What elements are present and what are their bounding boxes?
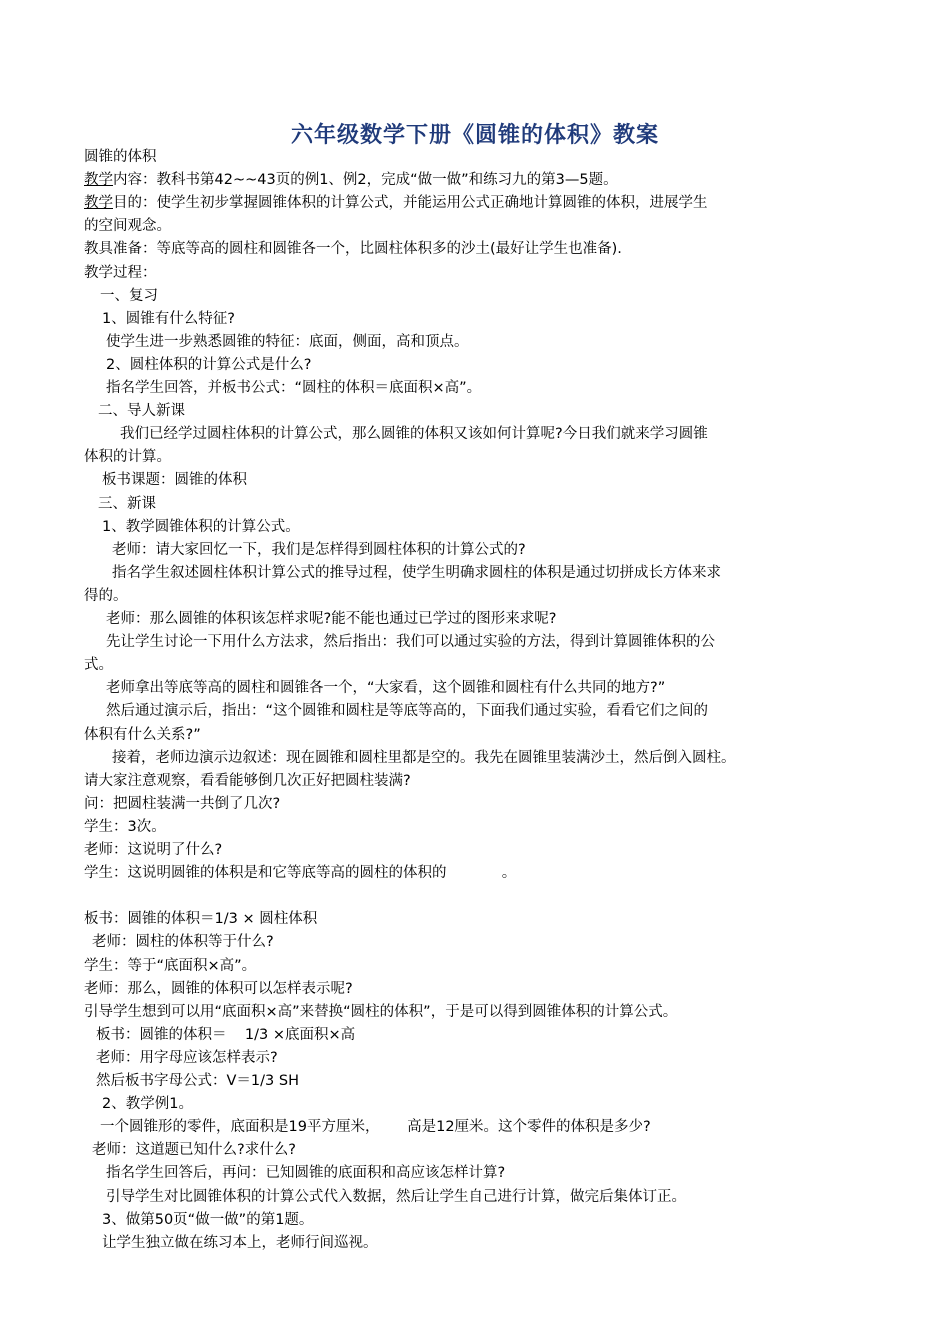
text-line: [84, 910, 317, 928]
text-line: [106, 1164, 505, 1182]
text-line: [84, 171, 618, 189]
line-text: 得的。: [84, 587, 128, 604]
text-line: [106, 356, 311, 374]
line-text: 老师：这说明了什么?: [84, 842, 223, 858]
text-line: [106, 333, 469, 351]
line-text: 1、教学圆锥体积的计算公式。: [102, 518, 300, 535]
line-text: 老师：这道题已知什么?求什么?: [92, 1142, 296, 1159]
line-text: 体积的计算。: [84, 449, 171, 466]
text-line: [120, 425, 708, 443]
line-text: 一、复习: [100, 287, 158, 304]
text-line: [84, 957, 256, 975]
text-line: [102, 310, 235, 328]
line-text: 引导学生想到可以用“底面积×高”来替换“圆柱的体积”，于是可以得到圆锥体积的计算公式。: [84, 1003, 678, 1020]
line-text: 老师：那么圆锥的体积该怎样求呢?能不能也通过已学过的图形来求呢?: [106, 611, 557, 627]
text-line: [106, 379, 481, 397]
line-text: 板书：圆锥的体积＝1/3 × 圆柱体积: [84, 911, 318, 928]
line-text: 内容：教科书第42~~43页的例1、例2，完成“做一做”和练习九的第3—5题。: [113, 172, 618, 189]
line-text: 接着，老师边演示边叙述：现在圆锥和圆柱里都是空的。我先在圆锥里装满沙土，然后倒入圆柱。: [112, 749, 736, 766]
line-text: 老师拿出等底等高的圆柱和圆锥各一个，“大家看，这个圆锥和圆柱有什么共同的地方?”: [106, 680, 666, 697]
line-text: 板书：圆锥的体积＝ 1/3 ×底面积×高: [96, 1026, 356, 1043]
line-text: 的空间观念。: [84, 218, 171, 235]
line-text: 学生：这说明圆锥的体积是和它等底等高的圆柱的体积的 。: [84, 865, 517, 882]
text-line: [96, 1049, 278, 1067]
line-text: 体积有什么关系?”: [84, 726, 201, 743]
text-line: [84, 795, 280, 813]
text-line: [84, 1003, 677, 1021]
line-text: 一个圆锥形的零件，底面积是19平方厘米， 高是12厘米。这个零件的体积是多少?: [100, 1119, 651, 1136]
line-text: 老师：用字母应该怎样表示?: [96, 1049, 278, 1066]
underlined-word: 教学: [84, 172, 113, 189]
text-line: [96, 1072, 299, 1090]
underlined-word: 教学: [84, 195, 113, 212]
text-line: [112, 749, 736, 767]
line-text: 学生：等于“底面积×高”。: [84, 957, 257, 974]
text-line: [92, 1141, 296, 1159]
text-line: [100, 1118, 651, 1136]
text-line: [106, 679, 665, 697]
text-line: [102, 471, 247, 489]
text-line: [98, 495, 156, 513]
line-text: 式。: [84, 657, 113, 674]
line-text: 然后通过演示后，指出：“这个圆锥和圆柱是等底等高的，下面我们通过实验，看看它们之间的: [106, 703, 709, 720]
text-line: [100, 287, 158, 305]
text-line: [84, 772, 411, 790]
line-text: 老师：圆柱的体积等于什么?: [92, 934, 274, 951]
text-line: [112, 541, 526, 559]
line-text: 目的：使学生初步掌握圆锥体积的计算公式，并能运用公式正确地计算圆锥的体积，进展学生: [113, 195, 708, 212]
text-line: [98, 402, 185, 420]
text-line: [106, 633, 715, 651]
line-text: 2、教学例1。: [102, 1096, 193, 1113]
line-text: 指名学生回答后，再问：已知圆锥的底面积和高应该怎样计算?: [106, 1165, 506, 1182]
line-text: 2、圆柱体积的计算公式是什么?: [106, 356, 312, 373]
text-line: [84, 980, 353, 998]
text-line: [102, 1234, 378, 1252]
line-text: 使学生进一步熟悉圆锥的特征：底面，侧面，高和顶点。: [106, 333, 469, 350]
line-text: 老师：请大家回忆一下，我们是怎样得到圆柱体积的计算公式的?: [112, 541, 526, 558]
line-text: 二、导人新课: [98, 403, 185, 420]
line-text: 先让学生讨论一下用什么方法求，然后指出：我们可以通过实验的方法，得到计算圆锥体积的公: [106, 634, 715, 651]
line-text: 我们已经学过圆柱体积的计算公式，那么圆锥的体积又该如何计算呢?今日我们就来学习圆锥: [120, 426, 708, 443]
text-line: [96, 1026, 355, 1044]
document-title: 六年级数学下册《圆锥的体积》教案: [290, 123, 659, 148]
text-line: [106, 1188, 686, 1206]
text-line: [84, 217, 171, 235]
line-text: 引导学生对比圆锥体积的计算公式代入数据，然后让学生自己进行计算，做完后集体订正。: [106, 1188, 686, 1205]
text-line: [84, 148, 157, 166]
text-line: [84, 818, 166, 836]
text-line: [106, 702, 708, 720]
text-line: [106, 610, 556, 628]
text-line: [84, 264, 157, 282]
text-line: [84, 864, 516, 882]
line-text: 指名学生叙述圆柱体积计算公式的推导过程，使学生明确求圆柱的体积是通过切拼成长方体来求: [112, 564, 721, 581]
text-line: [84, 587, 128, 605]
text-line: [112, 564, 721, 582]
line-text: 问：把圆柱装满一共倒了几次?: [84, 795, 281, 812]
text-line: [84, 240, 622, 258]
text-line: [84, 841, 222, 859]
line-text: 让学生独立做在练习本上，老师行间巡视。: [102, 1234, 378, 1251]
line-text: 三、新课: [98, 495, 156, 512]
line-text: 学生：3次。: [84, 818, 166, 835]
text-line: [84, 194, 708, 212]
line-text: 老师：那么，圆锥的体积可以怎样表示呢?: [84, 980, 353, 997]
line-text: 请大家注意观察，看看能够倒几次正好把圆柱装满?: [84, 772, 411, 789]
text-line: [102, 1211, 313, 1229]
line-text: 教学过程：: [84, 264, 157, 281]
text-line: [84, 448, 171, 466]
text-line: [84, 656, 113, 674]
line-text: 教具准备：等底等高的圆柱和圆锥各一个，比圆柱体积多的沙土(最好让学生也准备).: [84, 241, 622, 258]
line-text: 3、做第50页“做一做”的第1题。: [102, 1211, 314, 1228]
line-text: 然后板书字母公式：V＝1/3 SH: [96, 1073, 299, 1089]
line-text: 1、圆锥有什么特征?: [102, 310, 235, 327]
line-text: 指名学生回答，并板书公式：“圆柱的体积＝底面积×高”。: [106, 380, 482, 396]
text-line: [102, 1095, 193, 1113]
line-text: 板书课题：圆锥的体积: [102, 472, 247, 489]
text-line: [92, 933, 274, 951]
text-line: [102, 518, 300, 536]
line-text: 圆锥的体积: [84, 149, 157, 165]
text-line: [84, 726, 201, 744]
